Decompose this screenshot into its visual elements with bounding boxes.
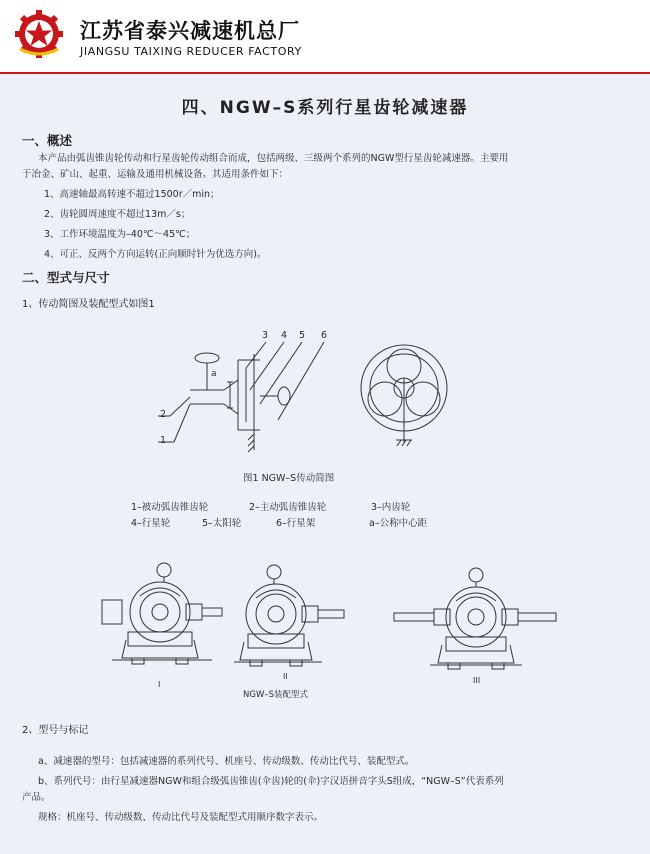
legend-item: 2–主动弧齿锥齿轮: [249, 502, 327, 513]
part-number-label: 5: [299, 330, 306, 341]
assembly-view-type-3: [390, 565, 560, 677]
intro-paragraph-line1: 本产品由弧齿锥齿轮传动和行星齿轮传动组合而成，包括两级、三级两个系列的NGW型行星齿轮减速器。主要用: [38, 153, 509, 164]
assembly-variant-label: III: [473, 676, 481, 685]
gear-star-logo-icon: [14, 9, 64, 59]
part-number-label: 6: [321, 330, 328, 341]
assembly-view-type-2: [232, 562, 356, 674]
paragraph-series-code-line1: b、系列代号：由行星减速器NGW和组合级弧齿锥齿(伞齿)轮的(伞)字汉语拼音字头S组成，“NGW–S”代表系列: [38, 776, 504, 787]
assembly-caption: NGW–S装配型式: [243, 690, 308, 700]
figure1-caption: 图1 NGW–S传动简图: [243, 473, 335, 484]
legend-item: 1–被动弧齿锥齿轮: [131, 502, 209, 513]
part-number-label: 1: [160, 435, 167, 446]
page-title: 四、NGW–S系列行星齿轮减速器: [181, 98, 469, 118]
part-number-label: 3: [262, 330, 269, 341]
legend-item: 3–内齿轮: [371, 502, 411, 513]
assembly-variant-label: I: [158, 680, 161, 689]
site-header: [0, 0, 650, 72]
transmission-schematic: [150, 320, 340, 460]
part-number-label: 4: [281, 330, 288, 341]
assembly-variant-label: II: [283, 672, 288, 681]
section-heading-overview: 一、概述: [22, 133, 73, 148]
condition-item: 3、工作环境温度为–40℃～45℃；: [44, 229, 196, 240]
center-distance-label: a: [211, 369, 217, 379]
part-number-label: 2: [160, 409, 167, 420]
legend-item: 4–行星轮: [131, 518, 171, 529]
condition-item: 1、高速轴最高转速不超过1500r／min；: [44, 189, 220, 200]
paragraph-model: a、减速器的型号：包括减速器的系列代号、机座号、传动级数、传动比代号、装配型式。: [38, 756, 415, 767]
condition-item: 4、可正、反两个方向运转(正向顺时针为优选方向)。: [44, 249, 267, 260]
section-heading-types-dimensions: 二、型式与尺寸: [22, 270, 110, 285]
legend-item: 5–太阳轮: [202, 518, 242, 529]
paragraph-specification: 规格：机座号、传动级数、传动比代号及装配型式用顺序数字表示。: [38, 812, 324, 823]
intro-paragraph-line2: 于冶金、矿山、起重、运输及通用机械设备。其适用条件如下：: [22, 169, 289, 180]
company-name-cn: 江苏省泰兴减速机总厂: [80, 19, 300, 43]
assembly-view-type-1: [98, 560, 228, 672]
legend-item: a–公称中心距: [369, 518, 428, 529]
condition-item: 2、齿轮圆周速度不超过13m／s；: [44, 209, 191, 220]
legend-item: 6–行星架: [276, 518, 316, 529]
company-name-en: JIANGSU TAIXING REDUCER FACTORY: [80, 45, 302, 58]
subheading-transmission-diagram: 1、传动简图及装配型式如图1: [22, 299, 155, 310]
paragraph-series-code-line2: 产品。: [22, 792, 51, 803]
planetary-gear-end-view: [356, 340, 452, 446]
subheading-model-marking: 2、型号与标记: [22, 725, 89, 736]
